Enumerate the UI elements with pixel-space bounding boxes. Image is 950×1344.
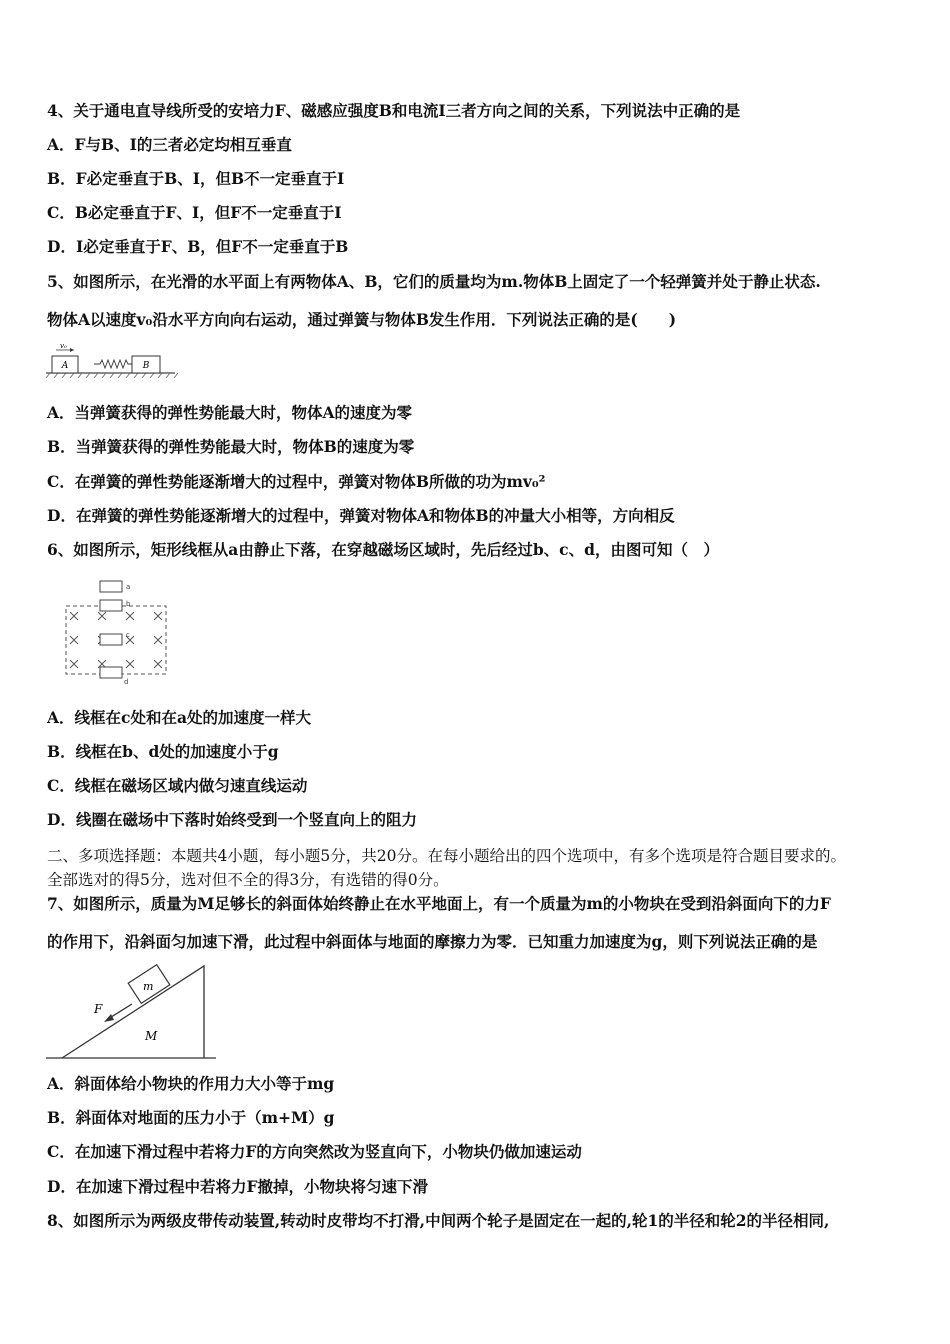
q4-option-a: A．F与B、I的三者必定均相互垂直 xyxy=(47,135,292,154)
q6-option-d: D．线圈在磁场中下落时始终受到一个竖直向上的阻力 xyxy=(47,810,417,829)
q6-stem: 6、如图所示，矩形线框从a由静止下落，在穿越磁场区域时，先后经过b、c、d，由图可知（ ） xyxy=(47,540,719,559)
q6-magnetic-field-figure xyxy=(60,576,172,684)
q4-option-c: C．B必定垂直于F、I，但F不一定垂直于I xyxy=(47,203,342,222)
q5-option-a: A．当弹簧获得的弹性势能最大时，物体A的速度为零 xyxy=(47,403,413,422)
section2-line2: 全部选对的得5分，选对但不全的得3分，有选错的得0分。 xyxy=(47,871,449,889)
q6-label-c: c xyxy=(126,631,130,639)
q5-block-a-label: A xyxy=(61,361,69,371)
q6-option-b: B．线框在b、d处的加速度小于g xyxy=(47,742,279,761)
q6-option-a: A．线框在c处和在a处的加速度一样大 xyxy=(47,708,312,727)
q7-option-a: A．斜面体给小物块的作用力大小等于mg xyxy=(47,1074,335,1093)
q7-option-b: B．斜面体对地面的压力小于（m+M）g xyxy=(47,1108,335,1127)
q4-stem: 4、关于通电直导线所受的安培力F、磁感应强度B和电流I三者方向之间的关系，下列说法中正确的是 xyxy=(47,101,741,120)
q7-stem-line1: 7、如图所示，质量为M足够长的斜面体始终静止在水平地面上，有一个质量为m的小物块在受到沿斜面向下的力F xyxy=(47,894,831,913)
q7-option-c: C．在加速下滑过程中若将力F的方向突然改为竖直向下，小物块仍做加速运动 xyxy=(47,1142,582,1161)
q5-spring-figure xyxy=(44,340,178,380)
q5-velocity-label: v₀ xyxy=(60,342,67,350)
q6-label-b: b xyxy=(126,600,131,608)
q5-option-c: C．在弹簧的弹性势能逐渐增大的过程中，弹簧对物体B所做的功为mv₀² xyxy=(47,472,546,491)
q5-option-b: B．当弹簧获得的弹性势能最大时，物体B的速度为零 xyxy=(47,437,415,456)
q5-option-d: D．在弹簧的弹性势能逐渐增大的过程中，弹簧对物体A和物体B的冲量大小相等，方向相反 xyxy=(47,506,675,525)
q5-stem-line2: 物体A以速度v₀沿水平方向向右运动，通过弹簧与物体B发生作用．下列说法正确的是( ) xyxy=(47,310,677,329)
q4-option-b: B．F必定垂直于B、I，但B不一定垂直于I xyxy=(47,169,345,188)
q7-incline-m-label: M xyxy=(145,1029,158,1043)
q7-stem-line2: 的作用下，沿斜面匀加速下滑，此过程中斜面体与地面的摩擦力为零．已知重力加速度为g，则下列说法正确的是 xyxy=(47,932,818,951)
q6-label-d: d xyxy=(124,678,129,684)
q5-stem-line1: 5、如图所示，在光滑的水平面上有两物体A、B，它们的质量均为m.物体B上固定了一个轻弹簧并处于静止状态. xyxy=(47,272,821,291)
q5-block-b-label: B xyxy=(142,361,150,371)
section2-line1: 二、多项选择题：本题共4小题，每小题5分，共20分。在每小题给出的四个选项中，有多个选项是符合题目要求的。 xyxy=(47,847,846,865)
q8-stem: 8、如图所示为两级皮带传动装置,转动时皮带均不打滑,中间两个轮子是固定在一起的,轮1的半径和轮2的半径相同, xyxy=(47,1211,830,1230)
q7-block-m-label: m xyxy=(143,980,154,993)
q6-label-a: a xyxy=(126,583,131,591)
q4-option-d: D．I必定垂直于F、B，但F不一定垂直于B xyxy=(47,237,349,256)
q6-option-c: C．线框在磁场区域内做匀速直线运动 xyxy=(47,776,308,795)
q7-force-f-label: F xyxy=(94,1002,103,1016)
q7-incline-figure xyxy=(44,960,220,1064)
q7-option-d: D．在加速下滑过程中若将力F撤掉，小物块将匀速下滑 xyxy=(47,1177,428,1196)
